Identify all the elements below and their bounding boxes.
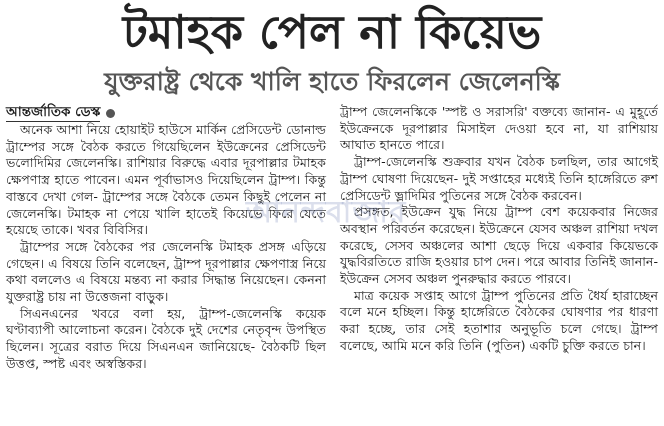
paragraph: মাত্র কয়েক সপ্তাহ আগে ট্রাম্প পুতিনের প্রতি ধৈর্য হারাচ্ছেন বলে মনে হচ্ছিল। কিন্তু হাঙ্গেরিতে বৈঠকের ঘোষণার পর ধারণা করা হচ্ছে, তার সেই হতাশার অনুভূতি চলে গেছে। ট্রাম্প বলেছে, আমি মনে করি তিনি (পুতিন) একটি চুক্তি করতে চান। xyxy=(340,287,658,353)
subheadline: যুক্তরাষ্ট্র থেকে খালি হাতে ফিরলেন জেলেনস্কি xyxy=(104,67,560,96)
paragraph: অনেক আশা নিয়ে হোয়াইট হাউসে মার্কিন প্রেসিডেন্ট ডোনাল্ড ট্রাম্পের সঙ্গে বৈঠক করতে গিয়েছিলেন ইউক্রেনের প্রেসিডেন্ট ভলোদিমির জেলেনস্কি। রাশিয়ার বিরুদ্ধে এবার দূরপাল্লার টমাহক ক্ষেপণাস্ত্র হাতে পাবেন। এমন পূর্বাভাসও দিয়েছিলেন ট্রাম্প। কিন্তু বাস্তবে দেখা গেল- ট্রাম্পের সঙ্গে বৈঠকে তেমন কিছুই পেলেন না জেলেনস্কি। টমাহক না পেয়ে খালি হাতেই কিয়েভে ফিরে যেতে হয়েছে তাকে। খবর বিবিসির। xyxy=(6,122,326,238)
paragraph: ট্রাম্প-জেলেনস্কি শুক্রবার যখন বৈঠক চলছিল, তার আগেই ট্রাম্প ঘোষণা দিয়েছেন- দুই সপ্তাহের মধ্যেই তিনি হাঙ্গেরিতে রুশ প্রেসিডেন্ট ভ্লাদিমির পুতিনের সঙ্গে বৈঠক করবেন। xyxy=(340,154,658,203)
desk-label: আন্তর্জাতিক ডেস্ক xyxy=(6,104,101,120)
watermark: আনন্দবাজার xyxy=(246,195,407,230)
paragraph: ট্রাম্পের সঙ্গে বৈঠকের পর জেলেনস্কি টমাহক প্রসঙ্গ এড়িয়ে গেছেন। এ বিষয়ে তিনি বলেছেন, ট্রাম্প দূরপাল্লার ক্ষেপণাস্ত্র নিয়ে কথা বললেও এ বিষয়ে মন্তব্য না করার সিদ্ধান্ত নিয়েছেন। কেননা যুক্তরাষ্ট্র চায় না উত্তেজনা বাড়ুক। xyxy=(6,238,326,305)
paragraph: ট্রাম্প জেলেনস্কিকে 'স্পষ্ট ও সরাসরি' বক্তব্যে জানান- এ মুহূর্তে ইউক্রেনকে দূরপাল্লার মিসাইল দেওয়া হবে না, যা রাশিয়ায় আঘাত হানতে পারে। xyxy=(340,104,658,153)
article-column-left xyxy=(6,104,326,373)
paragraph: সিএনএনের খবরে বলা হয়, ট্রাম্প-জেলেনস্কি কয়েক ঘণ্টাব্যাপী আলোচনা করেন। বৈঠকে দুই দেশের নেতৃবৃন্দ উপস্থিত ছিলেন। সূত্রের বরাত দিয়ে সিএনএন জানিয়েছে- বৈঠকটি ছিল উত্তপ্ত, স্পষ্ট এবং অস্বস্তিকর। xyxy=(6,305,326,371)
article-column-right xyxy=(340,104,658,355)
paragraph: প্রসঙ্গত, ইউক্রেন যুদ্ধ নিয়ে ট্রাম্প বেশ কয়েকবার নিজের অবস্থান পরিবর্তন করেছেন। ইউক্রেনে যেসব অঞ্চল রাশিয়া দখল করেছে, সেসব অঞ্চলের আশা ছেড়ে দিয়ে একবার কিয়েভকে যুদ্ধবিরতিতে রাজি হওয়ার চাপ দেন। পরে আবার তিনিই জানান- ইউক্রেন সেসব অঞ্চল পুনরুদ্ধার করতে পারবে। xyxy=(340,204,658,287)
bullet-dot-icon xyxy=(106,109,115,118)
headline: টমাহক পেল না কিয়েভ xyxy=(122,5,542,59)
desk-byline xyxy=(6,104,326,122)
